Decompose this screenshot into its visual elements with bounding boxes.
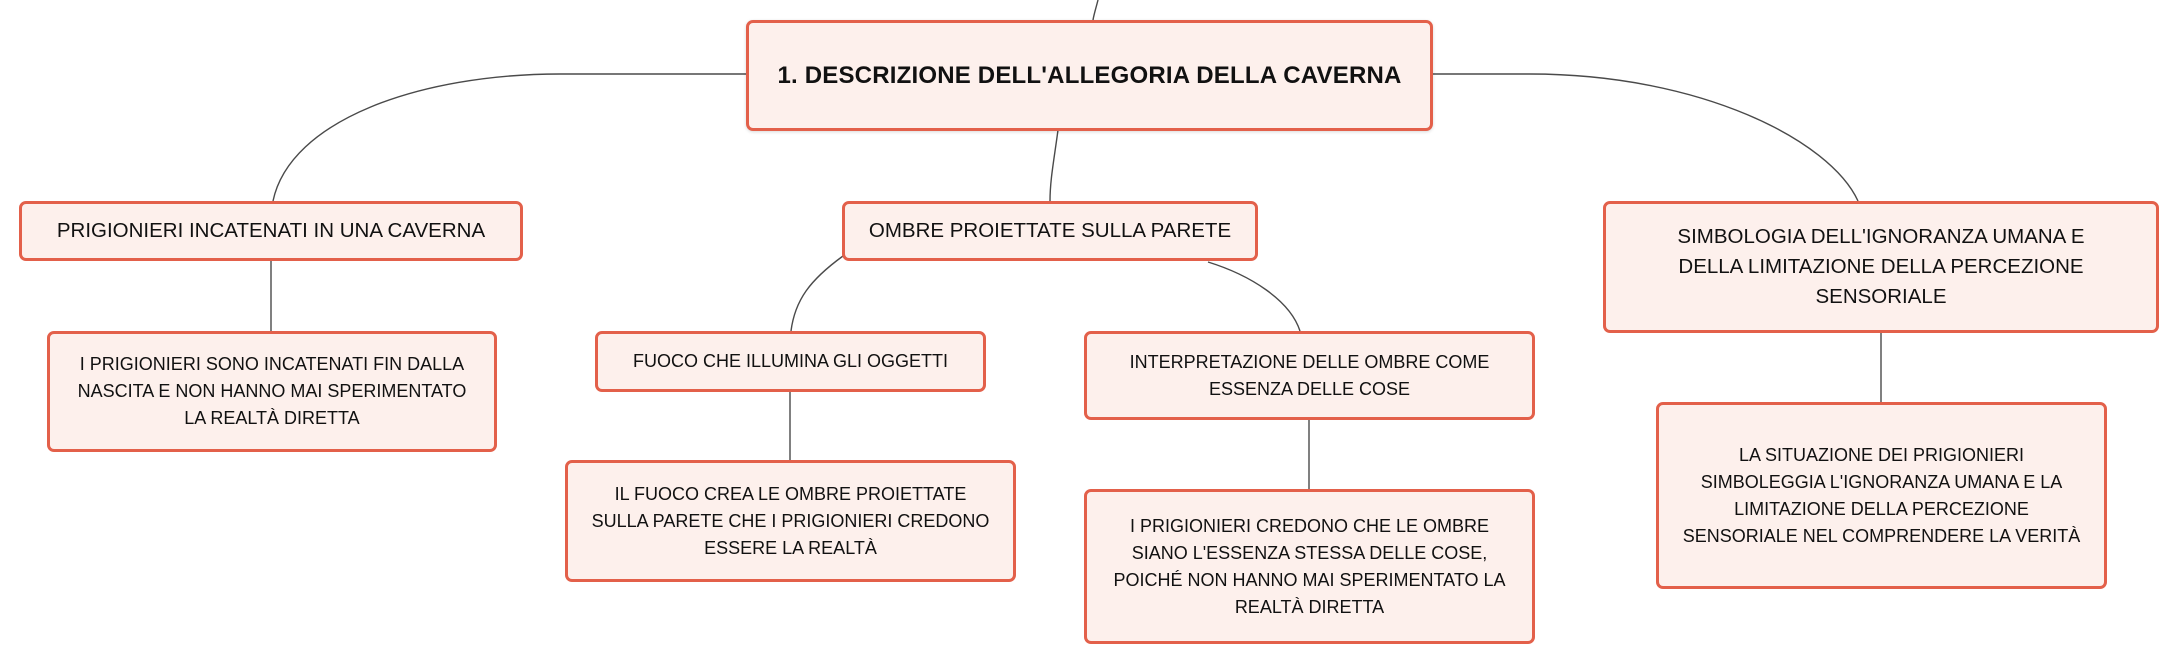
subtopic-label: INTERPRETAZIONE DELLE OMBRE COME ESSENZA DELLE COSE xyxy=(1129,351,1490,399)
connector-root-parent xyxy=(1093,0,1098,20)
topic-label: OMBRE PROIETTATE SULLA PARETE xyxy=(868,219,1232,242)
connector-root-to-ombre xyxy=(1050,130,1058,201)
connector-root-to-prigionieri xyxy=(273,74,746,201)
subtopic-fuoco[interactable] xyxy=(595,331,986,392)
topic-label: PRIGIONIERI INCATENATI IN UNA CAVERNA xyxy=(56,219,486,242)
topic-label: SIMBOLOGIA DELL'IGNORANZA UMANA E DELLA LIMITAZIONE DELLA PERCEZIONE SENSORIALE xyxy=(1677,225,2085,308)
connector-ombre-to-fuoco xyxy=(791,256,843,331)
subtopic-simbologia-dettaglio[interactable] xyxy=(1656,402,2107,589)
subtopic-label: IL FUOCO CREA LE OMBRE PROIETTATE SULLA PARETE CHE I PRIGIONIERI CREDONO ESSERE LA REALTÀ xyxy=(591,483,990,558)
subtopic-label: LA SITUAZIONE DEI PRIGIONIERI SIMBOLEGGIA L'IGNORANZA UMANA E LA LIMITAZIONE DELLA PERCEZIONE SENSORIALE NEL COMPRENDERE LA VERITÀ xyxy=(1682,444,2081,546)
connector-ombre-to-interpretazione xyxy=(1208,262,1300,331)
topic-ombre-proiettate[interactable] xyxy=(842,201,1258,261)
topic-simbologia-ignoranza[interactable] xyxy=(1603,201,2159,333)
subtopic-label: FUOCO CHE ILLUMINA GLI OGGETTI xyxy=(632,351,949,371)
topic-prigionieri-incatenati[interactable] xyxy=(19,201,523,261)
subtopic-label: I PRIGIONIERI SONO INCATENATI FIN DALLA NASCITA E NON HANNO MAI SPERIMENTATO LA REALTÀ DIRETTA xyxy=(77,354,467,428)
subtopic-fuoco-dettaglio[interactable] xyxy=(565,460,1016,582)
root-topic[interactable] xyxy=(746,20,1433,131)
subtopic-interpretazione-dettaglio[interactable] xyxy=(1084,489,1535,644)
connector-root-to-simbologia xyxy=(1433,74,1858,201)
subtopic-interpretazione-ombre[interactable] xyxy=(1084,331,1535,420)
root-topic-label: 1. DESCRIZIONE DELL'ALLEGORIA DELLA CAVERNA xyxy=(777,61,1402,89)
subtopic-prigionieri-dettaglio[interactable] xyxy=(47,331,497,452)
subtopic-label: I PRIGIONIERI CREDONO CHE LE OMBRE SIANO L'ESSENZA STESSA DELLE COSE, POICHÉ NON HANNO MAI SPERIMENTATO LA REALTÀ DIRETTA xyxy=(1113,515,1506,617)
